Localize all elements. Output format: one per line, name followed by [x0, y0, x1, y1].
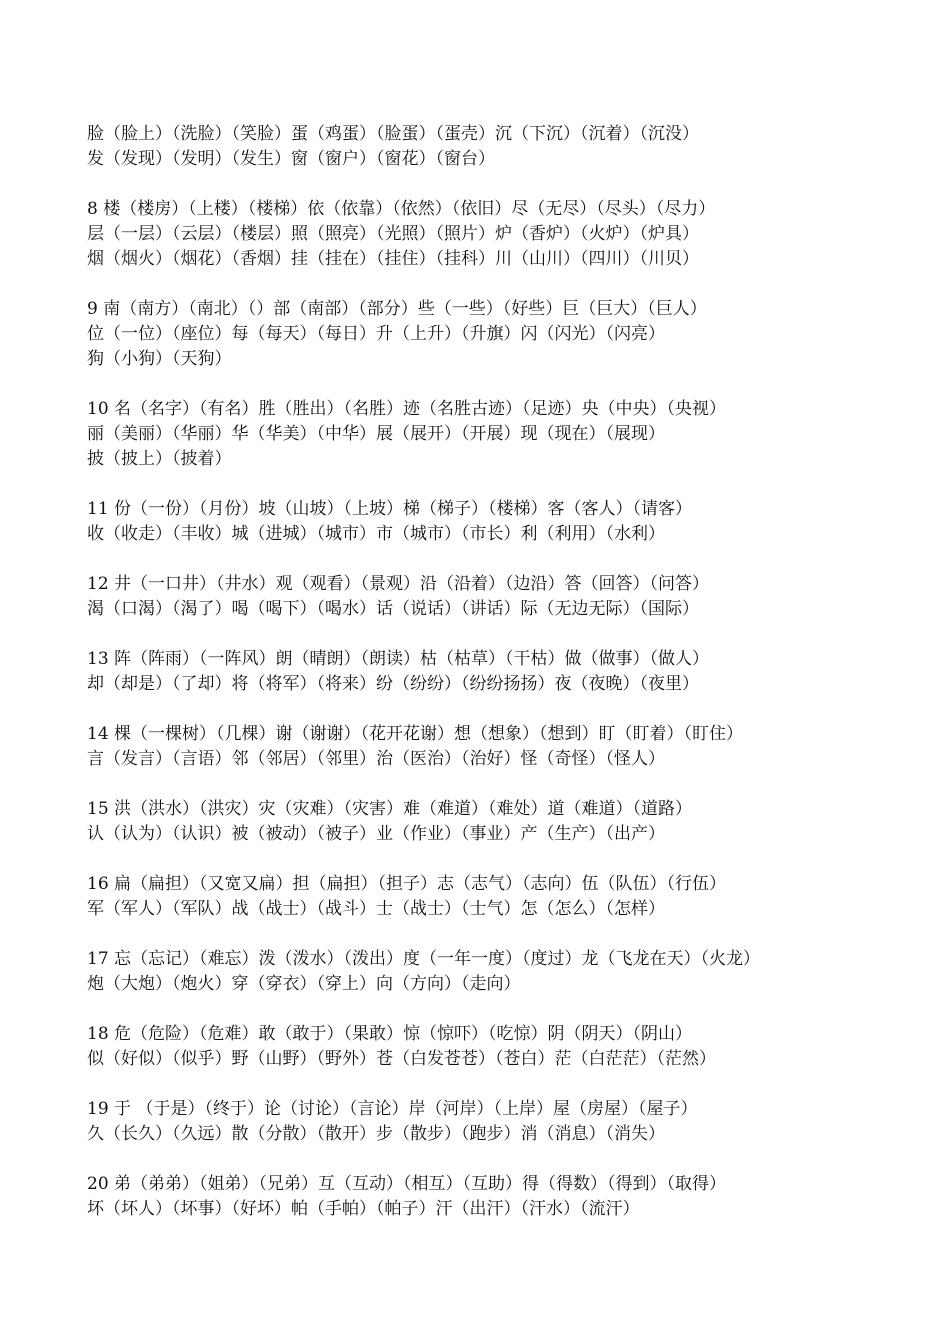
word-line: 狗（小狗）（天狗） — [87, 349, 232, 369]
word-line: 却（却是）（了却）将（将军）（将来）纷（纷纷）（纷纷扬扬）夜（夜晚）（夜里） — [87, 674, 699, 694]
word-line: 脸（脸上）（洗脸）（笑脸）蛋（鸡蛋）（脸蛋）（蛋壳）沉（下沉）（沉着）（沉没） — [87, 124, 699, 144]
word-line: 军（军人）（军队）战（战士）（战斗）士（战士）（士气）怎（怎么）（怎样） — [87, 899, 665, 919]
word-line: 坏（坏人）（坏事）（好坏）帕（手帕）（帕子）汗（出汗）（汗水）（流汗） — [87, 1199, 640, 1219]
word-line: 18 危（危险）（危难）敢（敢于）（果敢）惊（惊吓）（吃惊）阴（阴天）（阴山） — [87, 1024, 693, 1044]
word-line: 炮（大炮）（炮火）穿（穿衣）（穿上）向（方向）（走向） — [87, 974, 521, 994]
lesson-block — [87, 1097, 887, 1147]
word-line: 19 于 （于是）（终于）论（讨论）（言论）岸（河岸）（上岸）屋（房屋）（屋子） — [87, 1099, 698, 1119]
word-line: 15 洪（洪水）（洪灾）灾（灾难）（灾害）难（难道）（难处）道（难道）（道路） — [87, 799, 693, 819]
word-line: 收（收走）（丰收）城（进城）（城市）市（城市）（市长）利（利用）（水利） — [87, 524, 665, 544]
word-line: 层（一层）（云层）（楼层）照（照亮）（光照）（照片）炉（香炉）（火炉）（炉具） — [87, 224, 699, 244]
lesson-block — [87, 722, 887, 772]
word-line: 似（好似）（似乎）野（山野）（野外）苍（白发苍苍）（苍白）茫（白茫茫）（茫然） — [87, 1049, 716, 1069]
lesson-block — [87, 947, 887, 997]
word-line: 久（长久）（久远）散（分散）（散开）步（散步）（跑步）消（消息）（消失） — [87, 1124, 665, 1144]
lesson-block — [87, 1172, 887, 1222]
lesson-block — [87, 197, 887, 272]
lesson-block — [87, 297, 887, 372]
word-line: 10 名（名字）（有名）胜（胜出）（名胜）迹（名胜古迹）（足迹）央（中央）（央视） — [87, 399, 727, 419]
word-line: 12 井（一口井）（井水）观（观看）（景观）沿（沿着）（边沿）答（回答）（问答） — [87, 574, 710, 594]
word-line: 位（一位）（座位）每（每天）（每日）升（上升）（升旗）闪（闪光）（闪亮） — [87, 324, 665, 344]
word-line: 17 忘（忘记）（难忘）泼（泼水）（泼出）度（一年一度）（度过）龙（飞龙在天）（火龙） — [87, 949, 761, 969]
word-line: 20 弟（弟弟）（姐弟）（兄弟）互（互动）（相互）（互助）得（得数）（得到）（取得） — [87, 1174, 727, 1194]
word-line: 16 扁（扁担）（又宽又扁）担（扁担）（担子）志（志气）（志向）伍（队伍）（行伍） — [87, 874, 727, 894]
word-line: 14 棵（一棵树）（几棵）谢（谢谢）（花开花谢）想（想象）（想到）盯（盯着）（盯住） — [87, 724, 744, 744]
word-line: 11 份（一份）（月份）坡（山坡）（上坡）梯（梯子）（楼梯）客（客人）（请客） — [87, 499, 693, 519]
word-line: 9 南（南方）（南北）（）部（南部）（部分）些（一些）（好些）巨（巨大）（巨人） — [87, 299, 707, 319]
lesson-block — [87, 397, 887, 472]
word-line: 丽（美丽）（华丽）华（华美）（中华）展（展开）（开展）现（现在）（展现） — [87, 424, 665, 444]
lesson-block — [87, 497, 887, 547]
lesson-block — [87, 1022, 887, 1072]
word-line: 烟（烟火）（烟花）（香烟）挂（挂在）（挂住）（挂科）川（山川）（四川）（川贝） — [87, 249, 699, 269]
word-line: 13 阵（阵雨）（一阵风）朗（晴朗）（朗读）枯（枯草）（干枯）做（做事）（做人） — [87, 649, 710, 669]
word-line: 认（认为）（认识）被（被动）（被子）业（作业）（事业）产（生产）（出产） — [87, 824, 665, 844]
lesson-block — [87, 122, 887, 172]
word-line: 发（发现）（发明）（发生）窗（窗户）（窗花）（窗台） — [87, 149, 495, 169]
lesson-block — [87, 872, 887, 922]
word-line: 言（发言）（言语）邻（邻居）（邻里）治（医治）（治好）怪（奇怪）（怪人） — [87, 749, 665, 769]
lesson-block — [87, 797, 887, 847]
lesson-block — [87, 572, 887, 622]
word-line: 披（披上）（披着） — [87, 449, 232, 469]
word-line: 渴（口渴）（渴了）喝（喝下）（喝水）话（说话）（讲话）际（无边无际）（国际） — [87, 599, 699, 619]
word-list — [87, 122, 887, 1247]
lesson-block — [87, 647, 887, 697]
word-line: 8 楼（楼房）（上楼）（楼梯）依（依靠）（依然）（依旧）尽（无尽）（尽头）（尽力） — [87, 199, 716, 219]
